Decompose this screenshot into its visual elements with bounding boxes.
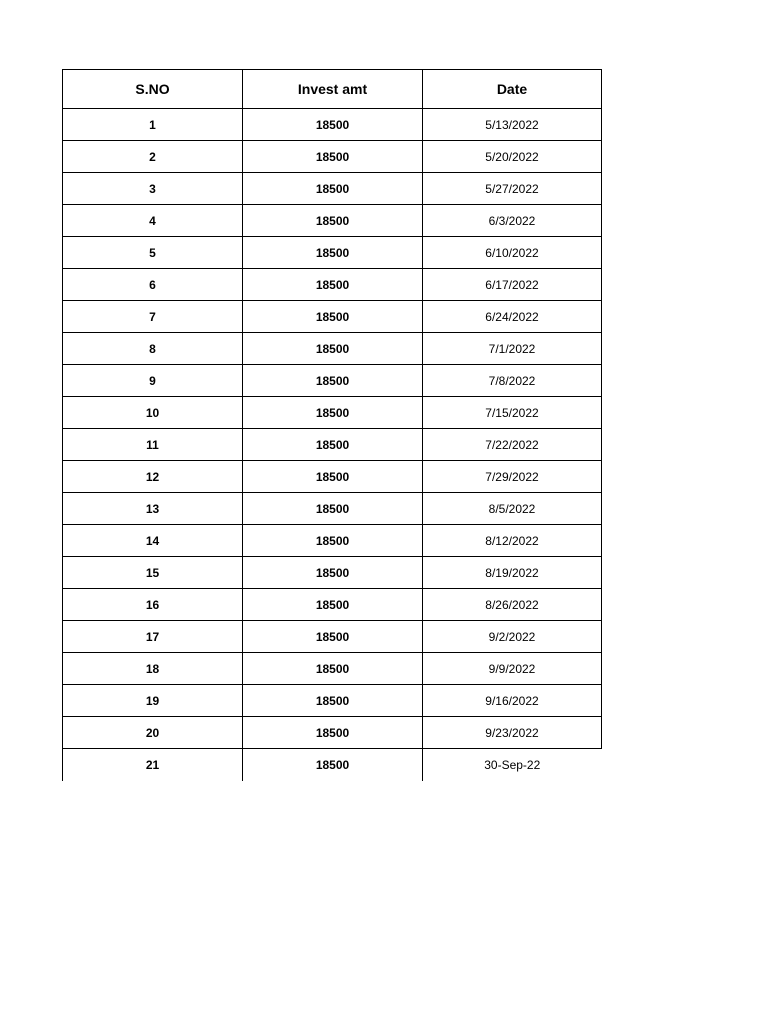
table-row <box>63 685 602 717</box>
cell-sno: 6 <box>63 269 243 301</box>
header-date: Date <box>423 70 602 109</box>
table-row <box>63 749 602 781</box>
cell-date: 9/2/2022 <box>423 621 602 653</box>
cell-sno: 2 <box>63 141 243 173</box>
table-row <box>63 173 602 205</box>
table-row <box>63 365 602 397</box>
cell-sno: 9 <box>63 365 243 397</box>
cell-invest-amt: 18500 <box>243 333 423 365</box>
cell-sno: 10 <box>63 397 243 429</box>
cell-sno: 17 <box>63 621 243 653</box>
cell-date: 6/3/2022 <box>423 205 602 237</box>
cell-invest-amt: 18500 <box>243 621 423 653</box>
cell-invest-amt: 18500 <box>243 461 423 493</box>
cell-date: 9/9/2022 <box>423 653 602 685</box>
cell-invest-amt: 18500 <box>243 653 423 685</box>
cell-sno: 5 <box>63 237 243 269</box>
cell-date: 8/12/2022 <box>423 525 602 557</box>
cell-date: 7/22/2022 <box>423 429 602 461</box>
table-row <box>63 237 602 269</box>
cell-sno: 19 <box>63 685 243 717</box>
cell-date: 5/27/2022 <box>423 173 602 205</box>
cell-date: 6/24/2022 <box>423 301 602 333</box>
cell-date: 9/16/2022 <box>423 685 602 717</box>
table-row <box>63 141 602 173</box>
cell-date: 7/8/2022 <box>423 365 602 397</box>
cell-sno: 14 <box>63 525 243 557</box>
investment-table <box>62 69 602 781</box>
cell-sno: 15 <box>63 557 243 589</box>
cell-date: 8/19/2022 <box>423 557 602 589</box>
cell-date: 6/17/2022 <box>423 269 602 301</box>
cell-sno: 18 <box>63 653 243 685</box>
cell-sno: 1 <box>63 109 243 141</box>
cell-invest-amt: 18500 <box>243 109 423 141</box>
table-row <box>63 205 602 237</box>
table-row <box>63 589 602 621</box>
cell-invest-amt: 18500 <box>243 493 423 525</box>
cell-invest-amt: 18500 <box>243 141 423 173</box>
cell-sno: 11 <box>63 429 243 461</box>
cell-invest-amt: 18500 <box>243 749 423 781</box>
table-body <box>63 109 602 781</box>
cell-invest-amt: 18500 <box>243 365 423 397</box>
cell-sno: 12 <box>63 461 243 493</box>
table-row <box>63 717 602 749</box>
table-row <box>63 269 602 301</box>
cell-date: 5/13/2022 <box>423 109 602 141</box>
cell-invest-amt: 18500 <box>243 429 423 461</box>
table-row <box>63 429 602 461</box>
table-row <box>63 333 602 365</box>
cell-invest-amt: 18500 <box>243 397 423 429</box>
investment-sheet <box>62 69 601 781</box>
header-invest-amt: Invest amt <box>243 70 423 109</box>
table-row <box>63 653 602 685</box>
table-row <box>63 301 602 333</box>
cell-date: 7/1/2022 <box>423 333 602 365</box>
cell-sno: 8 <box>63 333 243 365</box>
cell-invest-amt: 18500 <box>243 717 423 749</box>
cell-date: 7/29/2022 <box>423 461 602 493</box>
cell-invest-amt: 18500 <box>243 301 423 333</box>
cell-sno: 20 <box>63 717 243 749</box>
cell-sno: 4 <box>63 205 243 237</box>
cell-sno: 16 <box>63 589 243 621</box>
cell-date: 8/26/2022 <box>423 589 602 621</box>
cell-invest-amt: 18500 <box>243 173 423 205</box>
cell-sno: 7 <box>63 301 243 333</box>
cell-invest-amt: 18500 <box>243 269 423 301</box>
cell-invest-amt: 18500 <box>243 205 423 237</box>
cell-date: 8/5/2022 <box>423 493 602 525</box>
table-row <box>63 493 602 525</box>
cell-sno: 13 <box>63 493 243 525</box>
cell-date: 7/15/2022 <box>423 397 602 429</box>
cell-date: 30-Sep-22 <box>423 749 602 781</box>
cell-date: 6/10/2022 <box>423 237 602 269</box>
cell-invest-amt: 18500 <box>243 589 423 621</box>
cell-date: 9/23/2022 <box>423 717 602 749</box>
header-sno: S.NO <box>63 70 243 109</box>
table-row <box>63 621 602 653</box>
cell-sno: 3 <box>63 173 243 205</box>
table-row <box>63 109 602 141</box>
header-row <box>63 70 602 109</box>
cell-invest-amt: 18500 <box>243 557 423 589</box>
cell-invest-amt: 18500 <box>243 525 423 557</box>
cell-invest-amt: 18500 <box>243 237 423 269</box>
table-row <box>63 525 602 557</box>
table-row <box>63 397 602 429</box>
table-row <box>63 461 602 493</box>
table-row <box>63 557 602 589</box>
cell-invest-amt: 18500 <box>243 685 423 717</box>
cell-sno: 21 <box>63 749 243 781</box>
cell-date: 5/20/2022 <box>423 141 602 173</box>
